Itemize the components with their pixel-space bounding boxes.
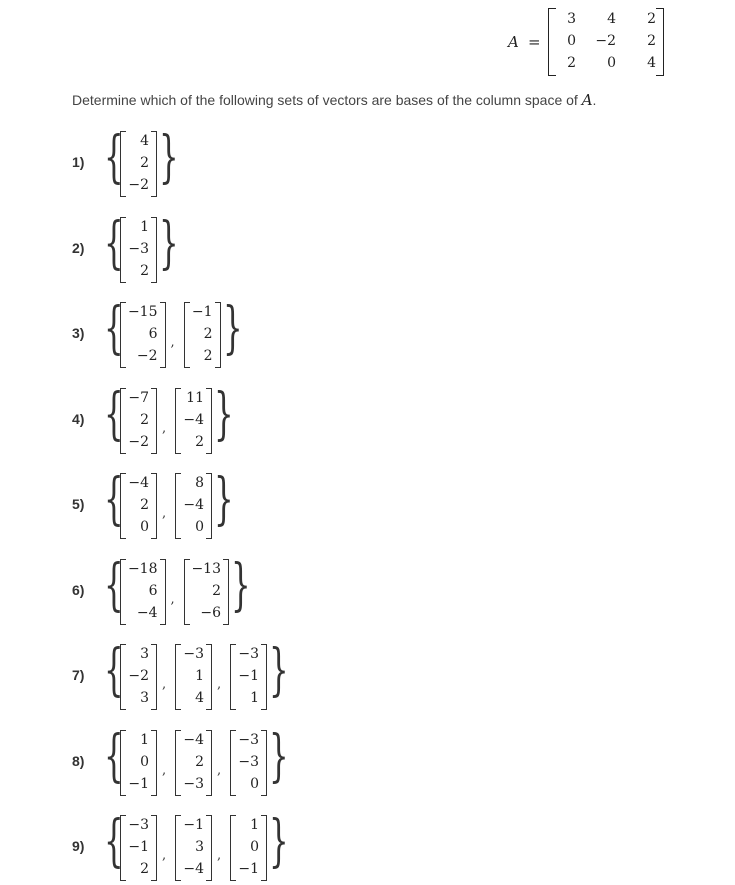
- vector-entry: −2: [128, 668, 149, 684]
- vector-right-bracket: [151, 388, 157, 454]
- matrix-cell: 3: [567, 11, 576, 27]
- vector-separator: ,: [162, 421, 167, 436]
- question-period: .: [592, 92, 597, 108]
- vector-entry: 6: [148, 583, 158, 599]
- vector-separator: ,: [170, 592, 175, 607]
- column-vector: [175, 388, 212, 452]
- vector-entry: 2: [195, 754, 204, 770]
- right-brace: }: [231, 553, 251, 618]
- vector-entry: 8: [195, 475, 204, 491]
- vector-separator: ,: [217, 677, 222, 692]
- problem-number: 5): [72, 496, 85, 512]
- vector-entry: 0: [250, 776, 259, 792]
- vector-separator: ,: [162, 677, 167, 692]
- vector-entry: −3: [183, 646, 204, 662]
- vector-entry: −15: [127, 304, 158, 320]
- vector-right-bracket: [215, 302, 221, 368]
- left-brace: {: [104, 724, 124, 789]
- problem-number: 3): [72, 325, 85, 341]
- vector-entry: −1: [183, 817, 204, 833]
- vector-right-bracket: [151, 730, 157, 796]
- vector-entry: 1: [250, 690, 259, 706]
- vector-entry: −4: [183, 497, 204, 513]
- problem-number: 6): [72, 582, 85, 598]
- vector-entry: 1: [140, 732, 149, 748]
- right-brace: }: [222, 296, 243, 361]
- column-vector: [175, 815, 212, 879]
- vector-entry: 2: [140, 497, 149, 513]
- vector-entry: −3: [238, 732, 259, 748]
- vector-entry: −4: [128, 475, 149, 491]
- left-brace: {: [104, 809, 124, 874]
- column-vector: [175, 473, 212, 537]
- vector-right-bracket: [206, 730, 212, 796]
- vector-separator: ,: [162, 763, 167, 778]
- column-vector: [120, 815, 157, 879]
- vector-left-bracket: [184, 302, 190, 368]
- matrix-cell: 0: [607, 55, 616, 71]
- vector-right-bracket: [206, 815, 212, 881]
- vector-entry: −13: [191, 561, 221, 577]
- right-brace: }: [269, 809, 289, 874]
- question-prompt: Determine which of the following sets of vectors are bases of the column space of: [72, 92, 582, 108]
- question-text: [72, 91, 596, 109]
- column-vector: [230, 644, 267, 708]
- column-vector: [120, 473, 157, 537]
- column-vector: [230, 730, 267, 794]
- vector-left-bracket: [230, 644, 236, 710]
- left-brace: {: [104, 296, 124, 361]
- left-brace: {: [104, 125, 124, 190]
- vector-entry: 2: [203, 348, 213, 364]
- vector-entry: −2: [128, 434, 149, 450]
- left-brace: {: [104, 553, 124, 618]
- problem-number: 2): [72, 240, 85, 256]
- column-vector: [175, 644, 212, 708]
- problem-number: 4): [72, 411, 85, 427]
- vector-right-bracket: [206, 388, 212, 454]
- vector-entry: −4: [136, 605, 158, 621]
- right-brace: }: [269, 638, 289, 703]
- vector-entry: −1: [238, 668, 259, 684]
- vector-right-bracket: [261, 815, 267, 881]
- vector-right-bracket: [206, 644, 212, 710]
- vector-separator: ,: [217, 763, 222, 778]
- vector-entry: −3: [183, 776, 204, 792]
- equals-sign: =: [528, 33, 541, 51]
- vector-left-bracket: [230, 730, 236, 796]
- matrix-cell: −2: [595, 33, 616, 49]
- vector-left-bracket: [120, 217, 126, 283]
- problem-number: 1): [72, 154, 85, 170]
- vector-entry: −1: [128, 776, 149, 792]
- vector-entry: 3: [140, 646, 149, 662]
- vector-left-bracket: [175, 644, 181, 710]
- vector-entry: −3: [128, 817, 149, 833]
- matrix-name: A: [508, 33, 519, 51]
- vector-right-bracket: [151, 473, 157, 539]
- vector-right-bracket: [151, 815, 157, 881]
- vector-right-bracket: [261, 644, 267, 710]
- matrix-right-bracket: [656, 8, 664, 76]
- vector-left-bracket: [175, 388, 181, 454]
- matrix-cell: 2: [647, 33, 656, 49]
- vector-right-bracket: [160, 302, 166, 368]
- vector-right-bracket: [160, 559, 166, 625]
- vector-left-bracket: [175, 473, 181, 539]
- vector-left-bracket: [120, 730, 126, 796]
- vector-right-bracket: [151, 644, 157, 710]
- column-vector: [120, 131, 157, 195]
- vector-entry: −2: [136, 348, 158, 364]
- matrix-cell: 2: [567, 55, 576, 71]
- vector-left-bracket: [120, 644, 126, 710]
- vector-entry: 4: [195, 690, 204, 706]
- vector-left-bracket: [120, 302, 126, 368]
- vector-entry: 1: [250, 817, 259, 833]
- left-brace: {: [104, 211, 124, 276]
- vector-entry: 0: [140, 754, 149, 770]
- vector-entry: 2: [140, 263, 149, 279]
- vector-entry: −1: [128, 839, 149, 855]
- vector-left-bracket: [184, 559, 190, 625]
- vector-entry: −1: [191, 304, 213, 320]
- vector-entry: −1: [238, 861, 259, 877]
- vector-entry: −3: [238, 754, 259, 770]
- vector-entry: 2: [203, 326, 213, 342]
- matrix-cell: 4: [607, 11, 616, 27]
- column-vector: [175, 730, 212, 794]
- vector-entry: −18: [127, 561, 158, 577]
- vector-left-bracket: [120, 473, 126, 539]
- vector-separator: ,: [217, 848, 222, 863]
- problem-number: 7): [72, 667, 85, 683]
- vector-entry: −3: [238, 646, 259, 662]
- column-vector: [120, 730, 157, 794]
- vector-entry: 2: [140, 412, 149, 428]
- vector-entry: 1: [140, 219, 149, 235]
- column-vector: [230, 815, 267, 879]
- vector-entry: 0: [140, 519, 149, 535]
- column-vector: [120, 217, 157, 281]
- right-brace: }: [159, 211, 179, 276]
- column-vector: [184, 302, 221, 366]
- vector-entry: −4: [183, 412, 204, 428]
- column-vector: [184, 559, 230, 623]
- vector-entry: 0: [195, 519, 204, 535]
- vector-left-bracket: [120, 559, 126, 625]
- vector-left-bracket: [120, 388, 126, 454]
- vector-entry: 2: [212, 583, 221, 599]
- vector-separator: ,: [170, 335, 175, 350]
- left-brace: {: [104, 382, 124, 447]
- vector-entry: −3: [128, 241, 149, 257]
- matrix-cell: 2: [647, 11, 656, 27]
- vector-right-bracket: [223, 559, 229, 625]
- left-brace: {: [104, 638, 124, 703]
- column-vector: [120, 388, 157, 452]
- vector-entry: 2: [140, 155, 149, 171]
- vector-left-bracket: [120, 815, 126, 881]
- vector-entry: −4: [183, 732, 204, 748]
- vector-right-bracket: [151, 217, 157, 283]
- vector-entry: −4: [183, 861, 204, 877]
- vector-entry: 3: [140, 690, 149, 706]
- column-vector: [120, 644, 157, 708]
- vector-entry: 3: [195, 839, 204, 855]
- matrix-cell: 4: [647, 55, 656, 71]
- problem-number: 8): [72, 753, 85, 769]
- vector-entry: −7: [128, 390, 149, 406]
- question-symbol: A: [581, 91, 593, 109]
- vector-left-bracket: [175, 730, 181, 796]
- vector-entry: −6: [200, 605, 221, 621]
- right-brace: }: [214, 467, 234, 532]
- column-vector: [120, 302, 166, 366]
- vector-left-bracket: [175, 815, 181, 881]
- vector-entry: 2: [140, 861, 149, 877]
- vector-entry: 11: [186, 390, 204, 406]
- vector-right-bracket: [261, 730, 267, 796]
- vector-separator: ,: [162, 506, 167, 521]
- column-vector: [120, 559, 166, 623]
- matrix-cell: 0: [567, 33, 576, 49]
- left-brace: {: [104, 467, 124, 532]
- vector-entry: 4: [140, 133, 149, 149]
- right-brace: }: [269, 724, 289, 789]
- right-brace: }: [214, 382, 234, 447]
- vector-left-bracket: [230, 815, 236, 881]
- vector-entry: 1: [195, 668, 204, 684]
- vector-entry: 0: [250, 839, 259, 855]
- problem-number: 9): [72, 838, 85, 854]
- vector-entry: 2: [195, 434, 204, 450]
- vector-right-bracket: [206, 473, 212, 539]
- vector-entry: −2: [128, 177, 149, 193]
- vector-left-bracket: [120, 131, 126, 197]
- right-brace: }: [159, 125, 179, 190]
- vector-right-bracket: [151, 131, 157, 197]
- vector-separator: ,: [162, 848, 167, 863]
- vector-entry: 6: [148, 326, 158, 342]
